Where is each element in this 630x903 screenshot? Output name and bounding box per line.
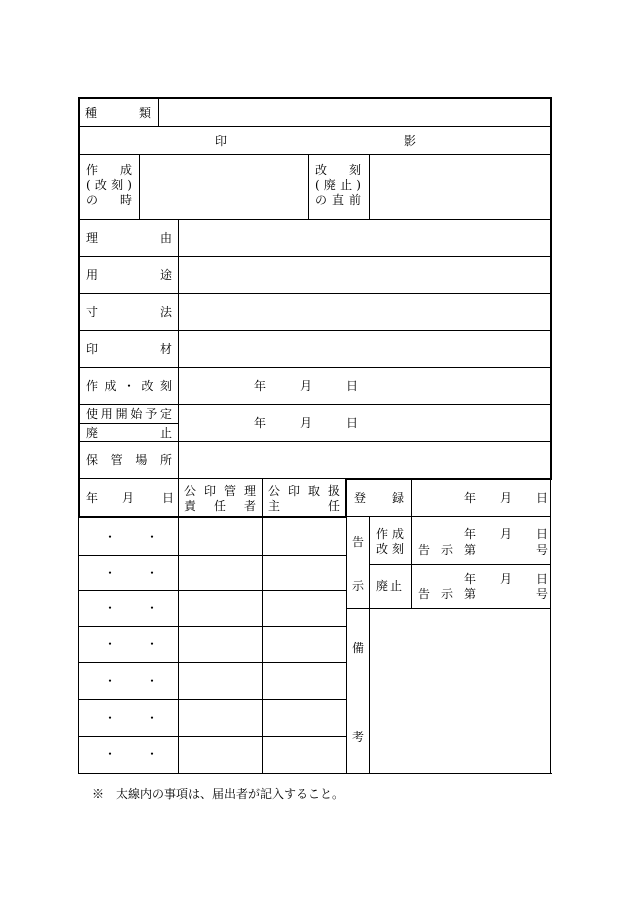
abolished-label: 廃 止 xyxy=(376,579,402,593)
head-year: 年 xyxy=(86,491,99,505)
registration-label: 登 録 xyxy=(354,491,404,505)
vline xyxy=(178,219,179,478)
hline xyxy=(346,516,550,517)
head-month: 月 xyxy=(122,491,135,505)
remarks-char-1: 備 xyxy=(352,641,365,655)
notice-abol-go: 号 xyxy=(536,587,549,601)
hline xyxy=(79,699,346,700)
row-dot-3a: ・ xyxy=(104,601,117,615)
use-year: 年 xyxy=(254,416,267,430)
hline xyxy=(79,626,346,627)
vline xyxy=(308,154,309,219)
notice-made-year: 年 xyxy=(464,527,477,541)
vline xyxy=(139,154,140,219)
footnote: ※ 太線内の事項は、届出者が記入すること。 xyxy=(92,787,345,801)
row-dot-7b: ・ xyxy=(146,747,159,761)
made-time-label: 作 成 ( 改 刻 ) の 時 xyxy=(86,163,132,207)
reason-label: 理 由 xyxy=(86,231,172,245)
vline xyxy=(158,99,159,126)
imprint-label-2: 影 xyxy=(404,134,417,148)
row-dot-1a: ・ xyxy=(104,530,117,544)
row-dot-2b: ・ xyxy=(146,566,159,580)
imprint-label: 印 xyxy=(215,134,228,148)
border-right-lower xyxy=(550,480,551,774)
row-dot-7a: ・ xyxy=(104,747,117,761)
notice-made-month: 月 xyxy=(500,527,513,541)
hline xyxy=(80,404,550,405)
row-dot-4b: ・ xyxy=(146,637,159,651)
notice-char-1: 告 xyxy=(352,535,365,549)
purpose-label: 用 途 xyxy=(86,268,172,282)
hline xyxy=(79,662,346,663)
remarks-char-2: 考 xyxy=(352,730,365,744)
reg-day: 日 xyxy=(536,491,549,505)
notice-made-go: 号 xyxy=(536,543,549,557)
hline xyxy=(80,126,550,127)
border-right xyxy=(550,97,552,480)
border-bottom xyxy=(78,773,552,774)
hline xyxy=(80,478,346,479)
hline xyxy=(79,555,346,556)
vline xyxy=(411,480,412,608)
notice-abol-no: 告 示 第 xyxy=(418,587,476,601)
before-change-label: 改 刻 ( 廃 止 ) の 直 前 xyxy=(315,163,361,207)
vline xyxy=(369,608,370,774)
size-label: 寸 法 xyxy=(86,305,172,319)
notice-made-no: 告 示 第 xyxy=(418,543,476,557)
made-day: 日 xyxy=(346,379,359,393)
hline xyxy=(80,330,550,331)
vline xyxy=(346,518,347,774)
border-left xyxy=(78,97,80,518)
hline xyxy=(369,564,550,565)
reg-month: 月 xyxy=(500,491,513,505)
use-start-label: 使 用 開 始 予 定 xyxy=(86,407,172,421)
hline xyxy=(346,608,550,609)
row-dot-6b: ・ xyxy=(146,711,159,725)
border-thick-right-lower xyxy=(345,478,347,518)
border-thick-bottom-right xyxy=(346,478,552,480)
hline xyxy=(80,441,550,442)
notice-abol-month: 月 xyxy=(500,572,513,586)
row-dot-2a: ・ xyxy=(104,566,117,580)
row-dot-4a: ・ xyxy=(104,637,117,651)
storage-label: 保 管 場 所 xyxy=(86,453,172,467)
hline xyxy=(80,367,550,368)
hline xyxy=(80,154,550,155)
border-top xyxy=(78,97,552,99)
notice-made-day: 日 xyxy=(536,527,549,541)
hline xyxy=(79,590,346,591)
made-month: 月 xyxy=(300,379,313,393)
row-dot-3b: ・ xyxy=(146,601,159,615)
hline xyxy=(80,219,550,220)
notice-abol-year: 年 xyxy=(464,572,477,586)
abolish-label: 廃 止 xyxy=(86,426,172,440)
date-made-label: 作 成 ・ 改 刻 xyxy=(86,379,172,393)
kind-label-1: 種 類 xyxy=(85,106,151,120)
notice-abol-day: 日 xyxy=(536,572,549,586)
vline xyxy=(369,516,370,608)
use-month: 月 xyxy=(300,416,313,430)
border-thick-bottom-left xyxy=(78,516,347,518)
material-label: 印 材 xyxy=(86,342,172,356)
row-dot-5a: ・ xyxy=(104,674,117,688)
notice-char-2: 示 xyxy=(352,579,365,593)
manager-head: 公 印 管 理 責 任 者 xyxy=(184,484,256,513)
hline xyxy=(80,293,550,294)
vline xyxy=(369,154,370,219)
made-changed-label: 作 成 改 刻 xyxy=(376,527,404,556)
hline xyxy=(80,423,178,424)
use-day: 日 xyxy=(346,416,359,430)
row-dot-6a: ・ xyxy=(104,711,117,725)
made-year: 年 xyxy=(254,379,267,393)
row-dot-1b: ・ xyxy=(146,530,159,544)
hline xyxy=(79,736,346,737)
reg-year: 年 xyxy=(464,491,477,505)
handler-head: 公 印 取 扱 主 任 xyxy=(268,484,340,513)
hline xyxy=(80,256,550,257)
row-dot-5b: ・ xyxy=(146,674,159,688)
head-day: 日 xyxy=(162,491,175,505)
